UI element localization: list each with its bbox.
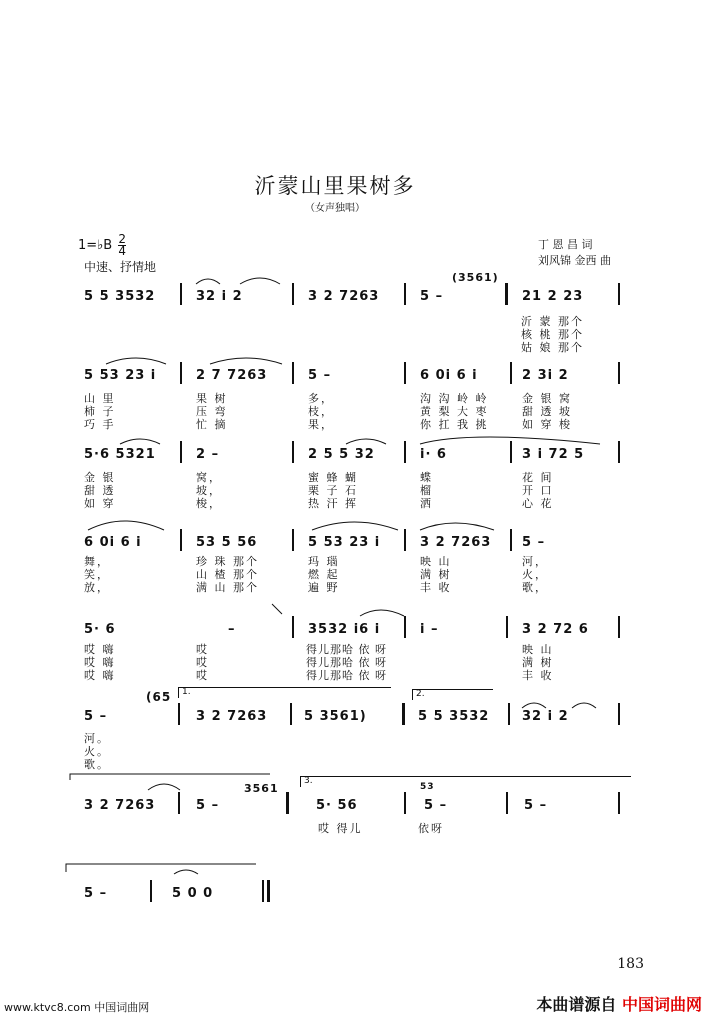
row2-bar5: 2 3i 2 (522, 368, 569, 383)
row6-bar2: 3 2 7263 (196, 709, 268, 724)
row5-lyric-v2-e: 满 树 (522, 656, 554, 669)
row4-lyric-v3-a: 放， (84, 581, 110, 594)
barline (404, 283, 406, 305)
key-signature (78, 234, 126, 257)
row6-lyric-v1: 河。 (84, 732, 110, 745)
row6-pickup: (65 (146, 690, 172, 704)
row2-lyric-v3-e: 如 穿 梭 (522, 418, 572, 431)
song-subtitle: （女声独唱） (305, 203, 365, 214)
slur-marks (520, 696, 620, 712)
row4-bar4: 3 2 7263 (420, 535, 492, 550)
repeat-end-barline (286, 792, 289, 814)
row2-lyric-v2-b: 压 弯 (196, 405, 228, 418)
row3-lyric-v2-b: 坡， (196, 484, 222, 497)
row2-lyric-v3-a: 巧 手 (84, 418, 116, 431)
row3-lyric-v3-c: 热 汗 挥 (308, 497, 358, 510)
row5-lyric-v3-c: 得儿那哈 依 呀 (306, 669, 387, 682)
barline (618, 616, 620, 638)
ending-2-label: 2. (416, 689, 425, 699)
barline (510, 362, 512, 384)
barline (506, 616, 508, 638)
row5-lyric-v3-a: 哎 嗨 (84, 669, 116, 682)
row2-lyric-v2-a: 柿 子 (84, 405, 116, 418)
time-numerator: 2 (118, 232, 126, 246)
row4-lyric-v3-d: 丰 收 (420, 581, 452, 594)
barline (506, 792, 508, 814)
row5-lyric-v3-b: 哎 (196, 669, 209, 682)
row6-bar1: 5 – (84, 709, 108, 724)
row1-bar1: 5 5 3532 (84, 289, 156, 304)
row7-lyric-b: 依呀 (418, 822, 444, 835)
footer-source[interactable] (536, 992, 702, 1015)
row3-bar1: 5·6 5321 (84, 447, 156, 462)
barline (404, 362, 406, 384)
row5-bar5: 3 2 72 6 (522, 622, 589, 637)
row2-lyric-v1-b: 果 树 (196, 392, 228, 405)
barline (618, 283, 620, 305)
ending-3-bracket (300, 776, 631, 787)
row2-bar2: 2 7 7263 (196, 368, 268, 383)
barline (510, 529, 512, 551)
slur-marks (150, 272, 290, 288)
row1-bar3: 3 2 7263 (308, 289, 380, 304)
row2-bar4: 6 0i 6 i (420, 368, 478, 383)
row5-lyric-v2-a: 哎 嗨 (84, 656, 116, 669)
row5-lyric-v1-e: 映 山 (522, 643, 554, 656)
row4-lyric-v1-b: 珍 珠 那个 (196, 555, 259, 568)
repeat-end-barline (402, 703, 405, 725)
row5-lyric-v1-b: 哎 (196, 643, 209, 656)
row2-lyric-v2-c: 枝， (308, 405, 334, 418)
row4-bar5: 5 – (522, 535, 546, 550)
barline (178, 792, 180, 814)
time-denominator: 4 (118, 244, 126, 258)
row5-bar1: 5· 6 (84, 622, 116, 637)
row4-lyric-v2-e: 火， (522, 568, 548, 581)
row3-lyric-v1-e: 花 间 (522, 471, 554, 484)
row1-lyric-v2: 核 桃 那个 (521, 328, 584, 341)
row7-grace-notes: 53 (420, 782, 435, 792)
page-number: 183 (617, 956, 644, 972)
row2-lyric-v3-d: 你 扛 我 挑 (420, 418, 489, 431)
row3-bar3: 2 5 5 32 (308, 447, 375, 462)
row4-lyric-v2-c: 燃 起 (308, 568, 340, 581)
row4-lyric-v2-b: 山 楂 那个 (196, 568, 259, 581)
row8-bar1: 5 – (84, 886, 108, 901)
barline (404, 792, 406, 814)
barline (150, 880, 152, 902)
row5-lyric-v2-c: 得儿那哈 依 呀 (306, 656, 387, 669)
row1-bar2: 32 i 2 (196, 289, 243, 304)
row3-lyric-v3-a: 如 穿 (84, 497, 116, 510)
row3-lyric-v2-d: 榴 (420, 484, 433, 497)
row7-bar3: 5· 56 (316, 798, 358, 813)
barline (292, 283, 294, 305)
slur-marks (260, 600, 420, 620)
row2-lyric-v1-a: 山 里 (84, 392, 116, 405)
footer-site[interactable]: www.ktvc8.com 中国词曲网 (4, 1001, 150, 1014)
barline (618, 792, 620, 814)
row7-lyric-a: 哎 得儿 (318, 822, 363, 835)
row1-bar5: 21 2 23 (522, 289, 584, 304)
footer-source-brand: 中国词曲网 (621, 995, 702, 1014)
barline (508, 703, 510, 725)
barline (618, 362, 620, 384)
row3-lyric-v1-c: 蜜 蜂 蝴 (308, 471, 358, 484)
row8-bar2: 5 0 0 (172, 886, 214, 901)
row1-lyric-v1: 沂 蒙 那个 (521, 315, 584, 328)
lyricist-credit: 丁 恩 昌 词 (538, 238, 593, 251)
ending-2-bracket (412, 689, 493, 700)
row5-bar4: i – (420, 622, 439, 637)
row6-lyric-v3: 歌。 (84, 758, 110, 771)
row4-lyric-v1-a: 舞， (84, 555, 110, 568)
row5-lyric-v3-e: 丰 收 (522, 669, 554, 682)
row3-bar5: 3 i 72 5 (522, 447, 585, 462)
row2-lyric-v1-e: 金 银 窝 (522, 392, 572, 405)
slur-marks (84, 514, 504, 534)
row2-lyric-v1-d: 沟 沟 岭 岭 (420, 392, 489, 405)
row7-bar2: 5 – (196, 798, 220, 813)
row4-bar3: 5 53 23 i (308, 535, 381, 550)
ending-3-label: 3. (304, 776, 313, 786)
row7-bar4: 5 – (424, 798, 448, 813)
row3-bar4: i· 6 (420, 447, 447, 462)
footer-source-label: 本曲谱源自 (536, 995, 617, 1014)
row3-lyric-v1-d: 蝶 (420, 471, 433, 484)
row3-lyric-v3-e: 心 花 (522, 497, 554, 510)
row7-small-notes: 3561 (244, 782, 279, 795)
row4-lyric-v2-a: 笑， (84, 568, 110, 581)
row4-lyric-v3-b: 满 山 那个 (196, 581, 259, 594)
time-signature (118, 234, 126, 257)
row4-lyric-v2-d: 满 树 (420, 568, 452, 581)
row7-bar1: 3 2 7263 (84, 798, 156, 813)
repeat-start-barline (505, 283, 508, 305)
row3-lyric-v2-a: 甜 透 (84, 484, 116, 497)
row6-bar5: 32 i 2 (522, 709, 569, 724)
row1-bar4: 5 – (420, 289, 444, 304)
row7-bar5: 5 – (524, 798, 548, 813)
slur-marks (120, 432, 620, 448)
row4-bar2: 53 5 56 (196, 535, 258, 550)
row5-bar2: – (228, 622, 236, 637)
barline (290, 703, 292, 725)
key-label: 1=♭B (78, 238, 113, 253)
row2-bar1: 5 53 23 i (84, 368, 157, 383)
row5-lyric-v1-c: 得儿那哈 依 呀 (306, 643, 387, 656)
row4-bar1: 6 0i 6 i (84, 535, 142, 550)
row6-lyric-v2: 火。 (84, 745, 110, 758)
row2-lyric-v1-c: 多， (308, 392, 334, 405)
row3-lyric-v3-b: 梭， (196, 497, 222, 510)
final-barline-thin (262, 880, 264, 902)
row1-lyric-v3: 姑 娘 那个 (521, 341, 584, 354)
row5-lyric-v2-b: 哎 (196, 656, 209, 669)
ending-1-label: 1. (182, 687, 191, 697)
row6-bar4: 5 5 3532 (418, 709, 490, 724)
row2-lyric-v2-e: 甜 透 坡 (522, 405, 572, 418)
final-barline-thick (267, 880, 270, 902)
row3-lyric-v2-c: 栗 子 石 (308, 484, 358, 497)
row3-lyric-v1-b: 窝， (196, 471, 222, 484)
row3-lyric-v1-a: 金 银 (84, 471, 116, 484)
row3-bar2: 2 – (196, 447, 220, 462)
row2-lyric-v2-d: 黄 梨 大 枣 (420, 405, 489, 418)
slur-marks (96, 352, 336, 368)
row2-bar3: 5 – (308, 368, 332, 383)
composer-credit: 刘风锦 金西 曲 (538, 254, 611, 267)
row5-lyric-v1-a: 哎 嗨 (84, 643, 116, 656)
row4-lyric-v1-c: 玛 瑙 (308, 555, 340, 568)
row4-lyric-v3-c: 遍 野 (308, 581, 340, 594)
row3-lyric-v3-d: 洒 (420, 497, 433, 510)
row4-lyric-v1-e: 河， (522, 555, 548, 568)
row6-bar3: 5 3561) (304, 709, 367, 724)
tie-marks (66, 862, 266, 876)
row2-lyric-v3-c: 果， (308, 418, 334, 431)
row4-lyric-v1-d: 映 山 (420, 555, 452, 568)
song-title: 沂蒙山里果树多 (254, 174, 416, 198)
row1-intro-notes: (3561) (452, 271, 499, 284)
ending-1-bracket (178, 687, 391, 698)
row4-lyric-v3-e: 歌， (522, 581, 548, 594)
row5-bar3: 3532 i6 i (308, 622, 381, 637)
row2-lyric-v3-b: 忙 摘 (196, 418, 228, 431)
row3-lyric-v2-e: 开 口 (522, 484, 554, 497)
barline (178, 703, 180, 725)
tempo-marking: 中速、抒情地 (84, 260, 157, 274)
